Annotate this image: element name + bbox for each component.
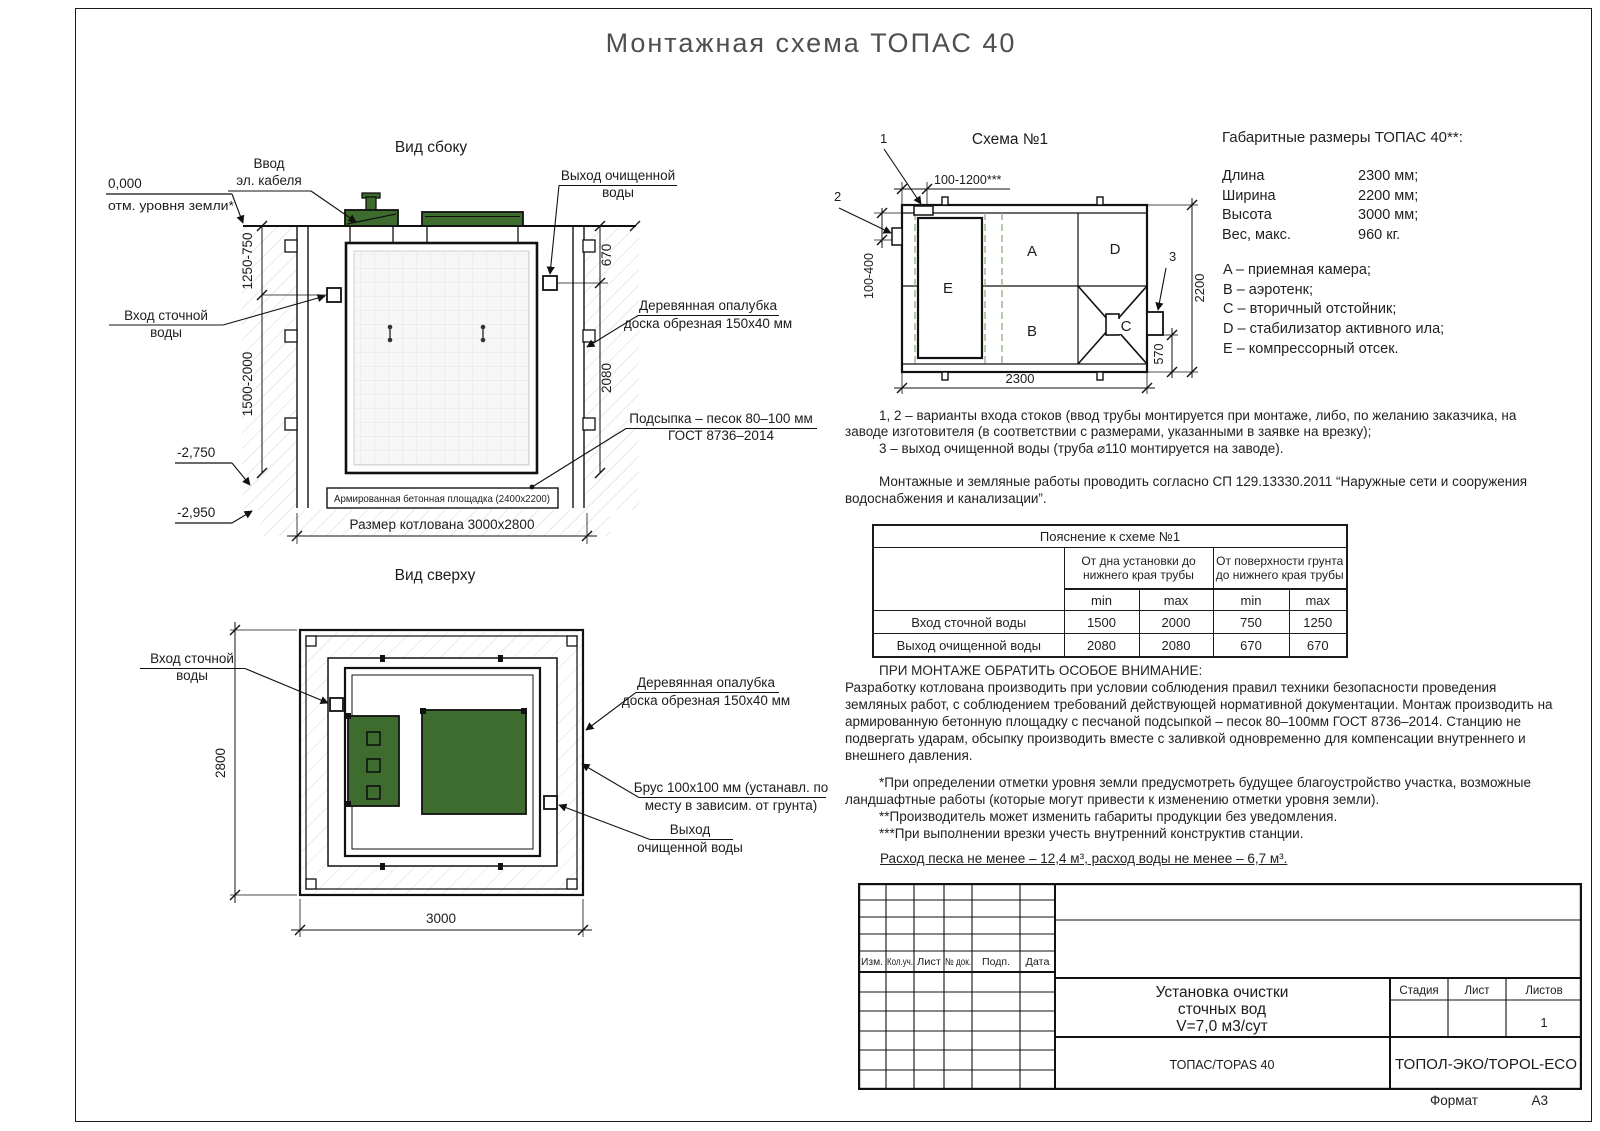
project-title-line3: V=7,0 м3/сут — [1176, 1018, 1268, 1035]
title-block — [858, 883, 1582, 1090]
legend-item: B – аэротенк; — [1223, 281, 1313, 298]
table-empty-cell — [873, 548, 1064, 611]
slab-label: Армированная бетонная площадка (2400х2200) — [334, 493, 550, 505]
table-min-header: min — [1064, 589, 1139, 611]
table-cell: 670 — [1289, 634, 1347, 658]
beam-label: месту в зависим. от грунта) — [644, 798, 818, 813]
attention-body: Разработку котлована производить при условии соблюдения правил техники безопасности проведения земляных работ, с соблюдением требований действующей нормативной документации. Монтаж производить на армированную бетонную площадку с песчаной подсыпкой – песок 80–100мм ГОСТ 8736–2014. Станцию не подвергать ударам, обсыпку производить вместе с заливкой одновременно для компенсации внутреннего и внешнего давления. — [845, 680, 1553, 763]
table-cell: 1500 — [1064, 611, 1139, 634]
stamp-col-podp: Подп. — [982, 957, 1010, 968]
tank-lids — [345, 193, 523, 243]
compartment-b: B — [1026, 323, 1038, 340]
dim-label: Вес, макс. — [1222, 227, 1291, 244]
dim-value: 2200 мм; — [1358, 187, 1419, 204]
outlet-option-3 — [1147, 312, 1163, 335]
consumption-note: Расход песка не менее – 12,4 м³, расход воды не менее – 6,7 м³. — [880, 851, 1288, 866]
sand-label: ГОСТ 8736–2014 — [668, 428, 774, 443]
dim-outlet-bottom: 2080 — [599, 362, 614, 394]
scheme-drawing — [820, 128, 1210, 418]
table-cell: 750 — [1213, 611, 1289, 634]
legend-item: D – стабилизатор активного ила; — [1223, 321, 1445, 338]
attention-heading: ПРИ МОНТАЖЕ ОБРАТИТЬ ОСОБОЕ ВНИМАНИЕ: — [879, 663, 1203, 678]
side-view-drawing — [80, 128, 840, 558]
table-row-name: Вход сточной воды — [873, 611, 1064, 634]
dimensions-heading: Габаритные размеры ТОПАС 40**: — [1222, 129, 1463, 146]
footnote-3: ***При выполнении врезки учесть внутренний конструктив станции. — [879, 826, 1304, 841]
inlet-option-1 — [914, 206, 933, 215]
sheets-header: Листов — [1525, 985, 1563, 997]
large-lid-top — [420, 708, 527, 814]
dim-3000: 3000 — [425, 911, 457, 926]
table-max-header: max — [1139, 589, 1213, 611]
elevation-2750 — [175, 445, 250, 485]
formwork-label: доска обрезная 150х40 мм — [621, 693, 791, 708]
dim-2800: 2800 — [213, 747, 228, 779]
dim-bottom: 2300 — [1005, 371, 1035, 386]
format-value: А3 — [1531, 1093, 1548, 1108]
cable-label: Ввод — [253, 156, 285, 171]
inlet-label: Вход сточной — [124, 308, 208, 323]
footnote-1: *При определении отметки уровня земли предусмотреть будущее благоустройство участка, возможные ландшафтные работы (которые могут привести к изменению отметки уровня земли). — [845, 775, 1532, 807]
compartment-c: C — [1120, 318, 1132, 335]
formwork-label: доска обрезная 150х40 мм — [623, 316, 793, 331]
dimension-row — [1222, 226, 1552, 246]
project-title-line2: сточных вод — [1177, 1001, 1267, 1018]
table-group-header: От поверхности грунта до нижнего края трубы — [1213, 548, 1347, 590]
dimension-row — [1222, 167, 1552, 187]
callout-2: 2 — [834, 189, 842, 204]
right-lid — [422, 212, 523, 226]
inlet-label: Вход сточной — [150, 651, 234, 666]
legend-item: A – приемная камера; — [1223, 262, 1371, 278]
inlet-label: воды — [176, 668, 208, 683]
zero-mark-label: 0,000 — [108, 176, 142, 191]
outlet-pipe — [543, 276, 557, 290]
outlet-label: очищенной воды — [637, 840, 743, 855]
top-view-caption: Вид сверху — [394, 567, 476, 584]
compartment-e: E — [942, 280, 954, 297]
dim-label: Длина — [1222, 168, 1265, 184]
vent-hatch — [367, 732, 380, 745]
dim-right: 2200 — [1192, 273, 1207, 303]
table-min-header: min — [1213, 589, 1289, 611]
top-view-drawing — [130, 563, 830, 963]
dim-value: 960 кг. — [1358, 227, 1401, 244]
inlet-pipe — [327, 288, 341, 302]
stamp-col-data: Дата — [1025, 957, 1050, 968]
legend-item: C – вторичный отстойник; — [1223, 301, 1397, 318]
model-name: ТОПАС/TOPAS 40 — [1169, 1058, 1275, 1072]
footnote-2: **Производитель может изменить габариты продукции без уведомления. — [879, 809, 1338, 824]
dim-label: Ширина — [1222, 187, 1276, 204]
callout-1: 1 — [880, 131, 888, 146]
inlet-pipe — [330, 698, 343, 711]
callout-3: 3 — [1169, 249, 1177, 264]
dim-value: 3000 мм; — [1358, 207, 1419, 224]
vent-hatch — [367, 786, 380, 799]
company-name: ТОПОЛ-ЭКО/TOPOL-ECO — [1395, 1057, 1577, 1073]
vent-hatch — [367, 759, 380, 772]
scheme-caption: Схема №1 — [971, 131, 1049, 148]
table-row-name: Выход очищенной воды — [873, 634, 1064, 658]
table-cell: 2080 — [1064, 634, 1139, 658]
table-cell: 2000 — [1139, 611, 1213, 634]
compartment-a: A — [1026, 243, 1038, 260]
elevation-2950 — [175, 505, 252, 523]
page-title: Монтажная схема ТОПАС 40 — [605, 28, 1017, 58]
beam-label: Брус 100х100 мм (устанавл. по — [633, 780, 829, 795]
stamp-col-list: Лист — [917, 957, 942, 968]
cable-label: эл. кабеля — [236, 173, 302, 188]
inlet-option-2 — [892, 228, 902, 245]
dim-outlet-depth: 670 — [599, 243, 614, 267]
beam-callout — [582, 764, 828, 813]
table-title: Пояснение к схеме №1 — [873, 525, 1347, 548]
formwork-callout — [586, 675, 790, 730]
legend-item: E – компрессорный отсек. — [1223, 340, 1399, 357]
tank-body — [346, 243, 537, 473]
zero-elevation-mark — [106, 176, 243, 223]
outlet-label: Выход — [669, 822, 711, 837]
dim-left: 100-400 — [862, 253, 876, 299]
dim-top: 100-1200*** — [934, 173, 1002, 187]
note-outlet: 3 – выход очищенной воды (труба ⌀110 монтируется на заводе). — [879, 440, 1284, 456]
outlet-pipe — [544, 796, 557, 809]
table-max-header: max — [1289, 589, 1347, 611]
note-variants: 1, 2 – варианты входа стоков (ввод трубы монтируется при монтаже, либо, по желанию заказчика, на заводе изготовителя (в соответствии с размерами, указанными в заявке на врезку); — [845, 408, 1517, 440]
explanation-table — [872, 524, 1348, 658]
notes-block — [845, 408, 1551, 507]
width-dimension — [230, 622, 297, 903]
compartment-legend — [1223, 261, 1563, 360]
small-lid-top — [345, 713, 399, 807]
side-view-caption: Вид сбоку — [394, 139, 468, 156]
note-sp: Монтажные и земляные работы проводить согласно СП 129.13330.2011 “Наружные сети и сооружения водоснабжения и канализации”. — [845, 474, 1528, 506]
dimension-row — [1222, 206, 1552, 226]
dim-value: 2300 мм; — [1358, 168, 1419, 184]
concrete-slab — [327, 488, 558, 508]
format-row — [1430, 1093, 1548, 1108]
table-cell: 1250 — [1289, 611, 1347, 634]
dimension-row — [1222, 187, 1552, 207]
table-group-header: От дна установки до нижнего края трубы — [1064, 548, 1213, 590]
sand-label: Подсыпка – песок 80–100 мм — [629, 411, 813, 426]
dim-lower: 1500-2000 — [240, 351, 255, 417]
dim-570: 570 — [1152, 343, 1166, 365]
attention-block — [845, 662, 1553, 842]
pit-size-label: Размер котлована 3000х2800 — [349, 517, 535, 532]
dim-upper: 1250-750 — [240, 232, 255, 290]
formwork-label: Деревянная опалубка — [636, 675, 776, 690]
table-cell: 670 — [1213, 634, 1289, 658]
elevation-label: -2,950 — [177, 505, 216, 520]
sheets-count: 1 — [1540, 1015, 1548, 1030]
format-label: Формат — [1430, 1093, 1478, 1108]
ground-level-label: отм. уровня земли* — [108, 199, 235, 213]
sheet-header: Лист — [1464, 985, 1490, 997]
footnotes — [845, 774, 1553, 842]
stamp-col-izm: Изм. — [861, 957, 883, 968]
formwork-label: Деревянная опалубка — [638, 298, 778, 313]
cable-entry-callout — [228, 156, 356, 222]
outlet-label: Выход очищенной — [560, 168, 676, 183]
project-title-line1: Установка очистки — [1155, 984, 1289, 1001]
outlet-label: воды — [602, 185, 634, 200]
stamp-col-dok: № док. — [945, 957, 971, 968]
stamp-col-koluch: Кол.уч. — [887, 957, 913, 968]
stage-header: Стадия — [1399, 985, 1439, 997]
inlet-label: воды — [150, 325, 182, 340]
compartment-d: D — [1109, 241, 1121, 258]
table-cell: 2080 — [1139, 634, 1213, 658]
dim-label: Высота — [1222, 207, 1272, 224]
elevation-label: -2,750 — [177, 445, 216, 460]
overall-dimensions-block — [1222, 129, 1552, 246]
